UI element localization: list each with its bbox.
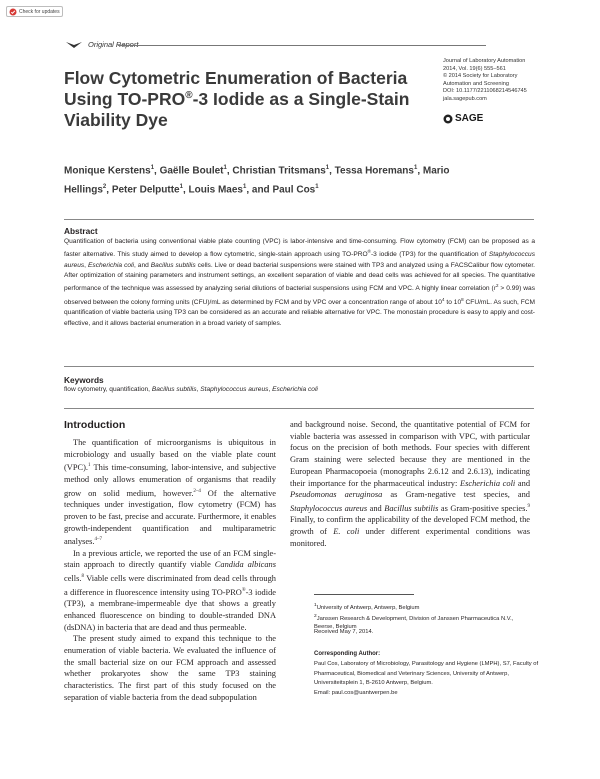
author-name: Tessa Horemans: [334, 165, 414, 177]
author-name: Mario Hellings: [64, 165, 450, 196]
intro-right-column: [290, 419, 530, 550]
abstract-text: Quantification of bacteria using conventional viable plate counting (VPC) is labor-intensive and time-consuming. Flow cytometry (FCM) can be proposed as a faster alternative. This study aimed to develop a flow cytometric, single-stain approach using TO-PRO®-3 iodide (TP3) for the quantification of Staphylococcus aureus, Escherichia coli, and Bacillus subtilis cells. Live or dead bacterial suspensions were stained with TP3 and analyzed using a FACSCalibur flow cytometer. After optimization of staining parameters and instrument settings, an excellent separation of viable and dead cells was achieved for all species. The quantitative performance of the technique was assessed by analyzing serial dilutions of bacterial suspensions using FCM and VPC. A highly linear correlation $(r^2 > 0.99)$ was observed between the colony forming units (CFU)/mL as determined by FCM and by VPC over a concentration range of about $10^4$ to $10^8$ CFU/mL. As such, FCM quantification of viable bacteria using TP3 can be considered as an accurate and reliable alternative for VPC. The monostain procedure is easy to apply and cost-effective, and it allows bacterial enumeration in a broad variety of samples.: [64, 238, 536, 327]
badge-label: Check for updates: [19, 8, 60, 15]
author-separator: ,: [182, 184, 189, 196]
footnote-rule: [314, 594, 414, 595]
author-name: Gaëlle Boulet: [159, 165, 224, 177]
corresponding-author-details: [314, 660, 539, 698]
sage-emblem-icon: [443, 114, 453, 124]
author-separator: , and: [246, 184, 273, 196]
keywords-rule: [64, 366, 534, 367]
author-name: Peter Delputte: [111, 184, 180, 196]
journal-info-line: DOI: 10.1177/2211068214546745: [443, 88, 527, 95]
sage-wordmark: SAGE: [455, 113, 484, 124]
sage-logo: [443, 113, 483, 124]
journal-emblem-icon: [66, 41, 82, 49]
journal-url[interactable]: jala.sagepub.com: [443, 95, 487, 102]
intro-paragraph: and background noise. Second, the quantitative potential of FCM for viable bacteria was assessed in comparison with VPC, with particular focus on the precision of both methods. Four species with different Gram staining were selected because they are mentioned in the European Pharmacopoeia (monographs 2.6.12 and 2.6.13), indicating their importance for the pharmaceutical industry: Escherichia coli and Pseudomonas aeruginosa as Gram-negative test species, and Staphylococcus aureus and Bacillus subtilis as Gram-positive species.$^9$ Finally, to confirm the applicability of the developed FCM method, the growth of E. coli under different experimental conditions was monitored.: [290, 420, 531, 548]
author-affiliation-mark: 1: [223, 165, 227, 171]
abstract-rule: [64, 219, 534, 220]
keywords-list: flow cytometry, quantification, Bacillus subtilis, Staphylococcus aureus, Escherichia coli: [64, 386, 318, 393]
author-affiliation-mark: 1: [325, 165, 330, 171]
author-name: Monique Kerstens: [64, 165, 151, 177]
author-separator: ,: [106, 184, 112, 196]
corresponding-author-email[interactable]: Email: paul.cos@uantwerpen.be: [314, 689, 398, 696]
intro-paragraph: The present study aimed to expand this technique to the enumeration of viable bacteria. We evaluated the influence of the small bacterial size on our FCM approach and assessed whether prokaryotes show the same TP3 staining characteristics. The first part of this study focused on the separation of viable bacteria from the dead subpopulation: [64, 634, 276, 702]
header-rule: [118, 45, 486, 46]
corresponding-author-heading: Corresponding Author:: [314, 651, 381, 657]
author-affiliation-mark: 1: [242, 184, 247, 191]
corresponding-author-address: Paul Cos, Laboratory of Microbiology, Parasitology and Hygiene (LMPH), S7, Faculty of Pharmaceutical, Biomedical and Veterinary Sciences, University of Antwerp, Universiteitsplein 1, B-2610 Antwerp, Belgium.: [314, 661, 539, 686]
received-date: Received May 7, 2014.: [314, 629, 374, 635]
check-for-updates-badge[interactable]: [6, 6, 63, 17]
author-name: Louis Maes: [188, 184, 243, 196]
abstract-heading: Abstract: [64, 226, 98, 236]
journal-info-line: © 2014 Society for Laboratory: [443, 73, 518, 80]
intro-paragraph: The quantification of microorganisms is ubiquitous in microbiology and usually based on the viable plate count (VPC).$^1$ This time-consuming, labor-intensive, and subjective method only allows enumeration of organisms that readily grow on solid medium, however.$^{2-4}$ Of the alternative techniques under investigation, flow cytometry (FCM) has proven to be fast, precise and accurate. Furthermore, it enables growth-independent quantification and multiparametric analyses.$^{4-7}$: [64, 438, 276, 547]
author-separator: ,: [329, 165, 335, 177]
introduction-heading: Introduction: [64, 419, 126, 431]
journal-info-line: Automation and Screening: [443, 80, 509, 87]
intro-paragraph: In a previous article, we reported the use of an FCM single-stain approach to directly quantify viable Candida albicans cells.$^8$ Viable cells were discriminated from dead cells through a difference in fluorescence intensity using TO-PRO®-3 iodide (TP3), a membrane-impermeable dye that shows a greatly enhanced fluorescence on binding to double-stranded DNA (dsDNA) in bacteria that are dead and thus permeable.: [64, 548, 276, 632]
author-affiliation-mark: 2: [102, 184, 107, 191]
crossmark-icon: [9, 8, 17, 16]
author-affiliation-mark: 1: [315, 184, 319, 191]
author-separator: ,: [417, 165, 423, 177]
intro-left-column: [64, 437, 276, 703]
affiliation-2: $^2$Janssen Research & Development, Division of Janssen Pharmaceutica N.V., Beerse, Belgium: [314, 613, 514, 631]
journal-info-line: 2014, Vol. 19(6) 555–561: [443, 65, 506, 72]
author-separator: ,: [226, 165, 233, 177]
intro-rule: [64, 408, 534, 409]
journal-info-line: Journal of Laboratory Automation: [443, 58, 526, 64]
author-name: Paul Cos: [272, 184, 316, 196]
keywords-heading: Keywords: [64, 375, 104, 385]
article-title: Flow Cytometric Enumeration of Bacteria Using TO-PRO®-3 Iodide as a Single-Stain Viability Dye: [64, 68, 410, 130]
report-type-label: Original Report: [88, 40, 139, 49]
affiliation-1: $^1$University of Antwerp, Antwerp, Belgium: [314, 603, 420, 611]
journal-info: [443, 58, 593, 104]
author-affiliation-mark: 1: [150, 165, 155, 171]
author-affiliation-mark: 1: [179, 184, 183, 191]
author-affiliation-mark: 1: [413, 165, 418, 171]
author-name: Christian Tritsmans: [232, 165, 326, 177]
author-list: [64, 160, 494, 199]
author-separator: ,: [154, 165, 160, 177]
affiliations: [314, 602, 534, 632]
